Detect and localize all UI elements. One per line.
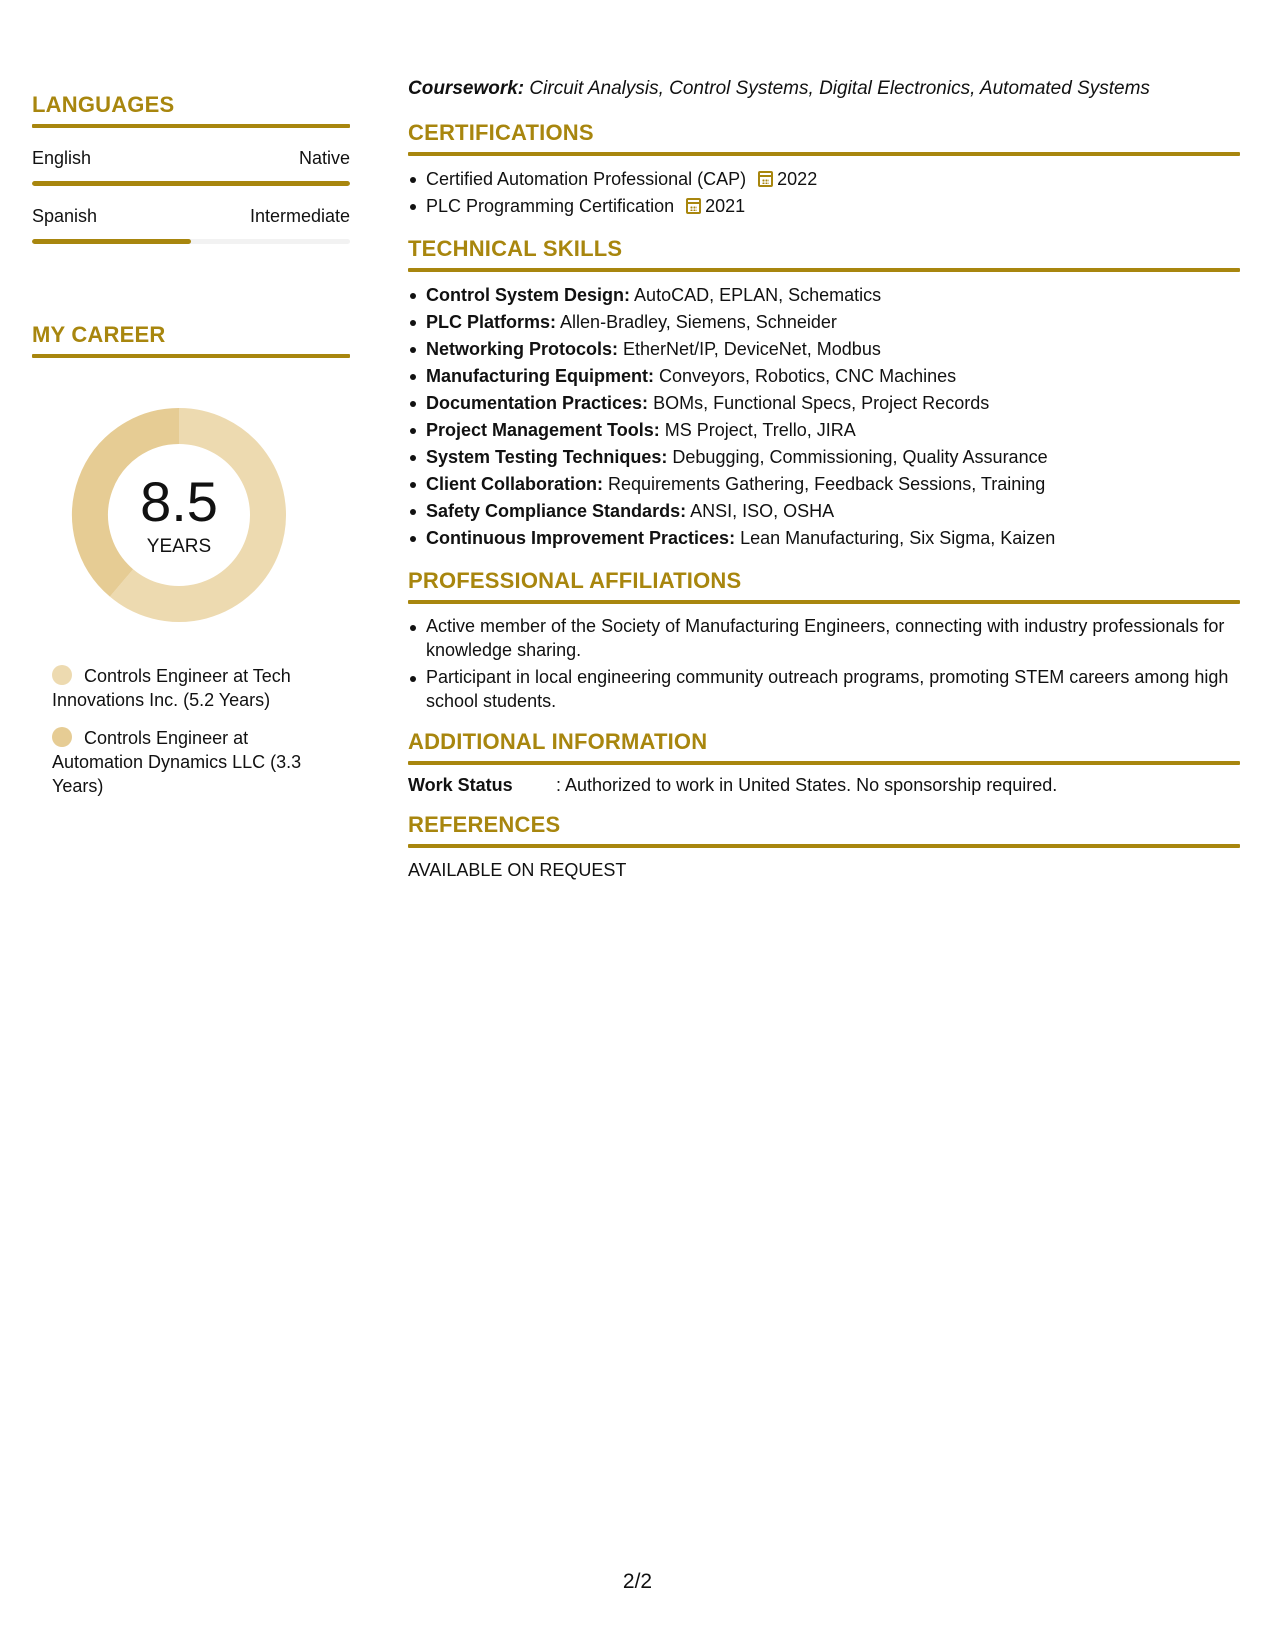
skill-item	[408, 363, 1240, 390]
additional-info-section	[408, 729, 1240, 796]
section-divider	[408, 844, 1240, 848]
language-item-english	[32, 148, 350, 186]
language-name: Spanish	[32, 206, 98, 226]
calendar-icon	[758, 171, 773, 187]
references-value: AVAILABLE ON REQUEST	[408, 860, 627, 880]
legend-item	[52, 664, 312, 712]
section-divider	[408, 268, 1240, 272]
language-level: Intermediate	[249, 206, 350, 226]
skill-label: Project Management Tools:	[426, 420, 660, 440]
skill-value: Allen-Bradley, Siemens, Schneider	[560, 312, 837, 332]
affiliations-title: PROFESSIONAL AFFILIATIONS	[408, 568, 742, 593]
calendar-icon	[686, 198, 701, 214]
language-proficiency-fill	[32, 181, 350, 186]
coursework-line	[408, 78, 1240, 100]
skill-value: ANSI, ISO, OSHA	[690, 501, 835, 521]
legend-dot	[52, 727, 72, 747]
certification-item	[408, 166, 1240, 193]
skill-label: Safety Compliance Standards:	[426, 501, 687, 521]
skill-label: Continuous Improvement Practices:	[426, 528, 736, 548]
certification-year: 2021	[705, 196, 746, 216]
references-title: REFERENCES	[408, 812, 561, 837]
skill-item	[408, 471, 1240, 498]
affiliation-item: Participant in local engineering community outreach programs, promoting STEM careers among high school students.	[408, 665, 1240, 713]
skill-value: Lean Manufacturing, Six Sigma, Kaizen	[740, 528, 1056, 548]
language-level: Native	[298, 148, 350, 168]
skill-item	[408, 390, 1240, 417]
technical-skills-title: TECHNICAL SKILLS	[408, 236, 623, 261]
skill-item	[408, 498, 1240, 525]
skill-item	[408, 336, 1240, 363]
skill-item	[408, 417, 1240, 444]
career-section	[32, 322, 350, 798]
skill-label: Client Collaboration:	[426, 474, 603, 494]
coursework-label: Coursework:	[408, 78, 525, 99]
language-proficiency-fill	[32, 239, 191, 244]
legend-item	[52, 726, 312, 798]
career-donut-chart	[66, 402, 292, 628]
languages-section	[32, 92, 350, 244]
right-column	[408, 78, 1240, 881]
language-item-spanish	[32, 206, 350, 244]
section-divider	[32, 124, 350, 128]
technical-skills-section	[408, 236, 1240, 552]
language-proficiency-bar	[32, 181, 350, 186]
skill-value: EtherNet/IP, DeviceNet, Modbus	[623, 339, 881, 359]
certification-year: 2022	[777, 169, 818, 189]
total-years-unit: YEARS	[146, 536, 212, 557]
skill-value: Debugging, Commissioning, Quality Assurance	[672, 447, 1048, 467]
additional-info-title: ADDITIONAL INFORMATION	[408, 729, 708, 754]
coursework-value: Circuit Analysis, Control Systems, Digital Electronics, Automated Systems	[529, 78, 1150, 99]
skill-label: Documentation Practices:	[426, 393, 649, 413]
certification-name: Certified Automation Professional (CAP)	[426, 169, 747, 189]
certifications-section	[408, 120, 1240, 220]
section-divider	[408, 152, 1240, 156]
legend-label: Controls Engineer at Automation Dynamics LLC (3.3 Years)	[52, 728, 302, 796]
skill-item	[408, 525, 1240, 552]
references-section	[408, 812, 1240, 881]
skill-value: AutoCAD, EPLAN, Schematics	[634, 285, 882, 305]
skill-label: PLC Platforms:	[426, 312, 557, 332]
certifications-title: CERTIFICATIONS	[408, 120, 594, 145]
skill-value: Requirements Gathering, Feedback Sessions, Training	[608, 474, 1046, 494]
skill-value: MS Project, Trello, JIRA	[664, 420, 856, 440]
section-divider	[32, 354, 350, 358]
skill-value: Conveyors, Robotics, CNC Machines	[659, 366, 957, 386]
legend-dot	[52, 665, 72, 685]
skill-value: BOMs, Functional Specs, Project Records	[653, 393, 990, 413]
certification-item	[408, 193, 1240, 220]
skill-item	[408, 444, 1240, 471]
page-number: 2/2	[622, 1570, 653, 1593]
career-legend	[32, 664, 312, 798]
legend-label: Controls Engineer at Tech Innovations Inc. (5.2 Years)	[52, 666, 291, 710]
skill-label: Control System Design:	[426, 285, 631, 305]
section-divider	[408, 600, 1240, 604]
skill-item	[408, 282, 1240, 309]
certification-name: PLC Programming Certification	[426, 196, 675, 216]
skill-label: System Testing Techniques:	[426, 447, 668, 467]
skill-item	[408, 309, 1240, 336]
language-name: English	[32, 148, 92, 168]
work-status-label: Work Status	[408, 775, 513, 795]
language-proficiency-bar	[32, 239, 350, 244]
affiliations-section	[408, 568, 1240, 713]
work-status-value: : Authorized to work in United States. No sponsorship required.	[556, 775, 1058, 795]
languages-title: LANGUAGES	[32, 92, 175, 117]
career-title: MY CAREER	[32, 322, 166, 347]
skill-label: Networking Protocols:	[426, 339, 619, 359]
section-divider	[408, 761, 1240, 765]
total-years-value: 8.5	[140, 470, 218, 533]
skill-label: Manufacturing Equipment:	[426, 366, 654, 386]
left-column	[32, 92, 350, 812]
affiliation-item: Active member of the Society of Manufacturing Engineers, connecting with industry professionals for knowledge sharing.	[408, 614, 1240, 662]
work-status-row	[408, 775, 1240, 796]
